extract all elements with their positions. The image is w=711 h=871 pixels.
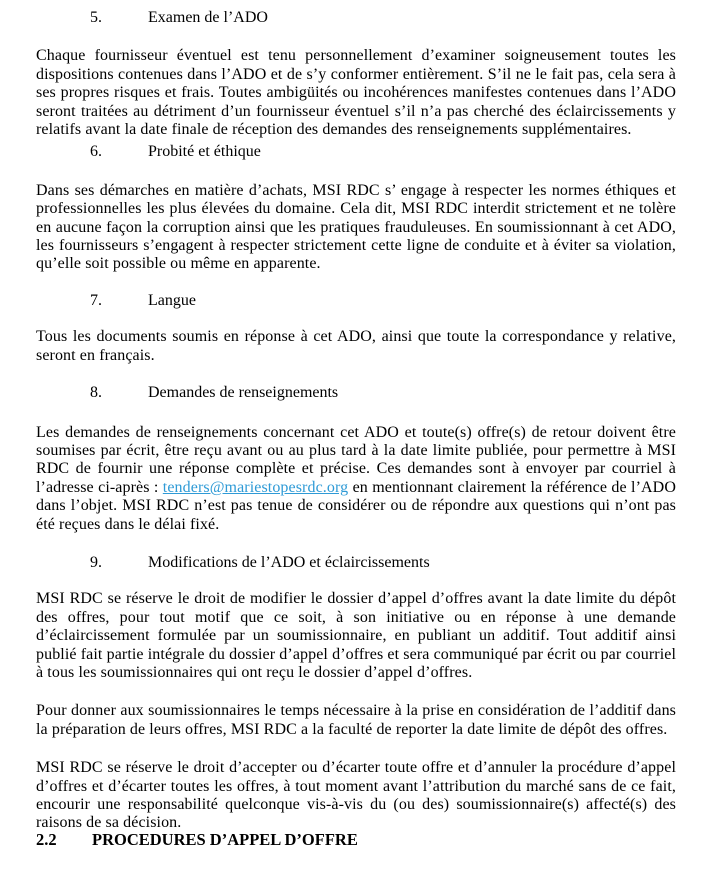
heading-number: 8.	[90, 384, 102, 402]
heading-number: 7.	[90, 291, 102, 309]
paragraph-langue: Tous les documents soumis en réponse à cet ADO, ainsi que toute la correspondance y relative, seront en français.	[36, 328, 676, 364]
section-heading-5	[90, 9, 676, 27]
paragraph-modifications: MSI RDC se réserve le droit de modifier le dossier d’appel d’offres avant la date limite du dépôt des offres, pour tout motif que ce soit, à son initiative ou en réponse à une demande d’éclaircissement formulée par un soumissionnaire, en publiant un additif. Tout additif ainsi publié fait partie intégrale du dossier d’appel d’offres et sera communiqué par écrit ou par courriel à tous les soumissionnaires qui ont reçu le dossier d’appel d’offres.	[36, 590, 676, 681]
paragraph-text-before-link: Les demandes de renseignements concernant cet ADO et toute(s) offre(s) de retour doivent être soumises par écrit, être reçu avant ou au plus tard à la date limite publiée, pour permettre à MSI RDC de fournir une réponse complète et précise. Ces demandes sont à envoyer par courriel à l’adresse ci-après :	[36, 423, 676, 496]
section-heading-2-2	[36, 831, 676, 849]
heading-number: 9.	[90, 553, 102, 571]
heading-number: 5.	[90, 9, 102, 26]
heading-number: 6.	[90, 143, 102, 161]
heading-title: Demandes de renseignements	[148, 384, 339, 402]
paragraph-text-after-link: en mentionnant clairement la référence de l’ADO dans l’objet. MSI RDC n’est pas tenue de considérer ou de répondre aux questions qui n’ont pas été reçues dans le délai fixé.	[36, 478, 676, 533]
section-heading-9	[90, 554, 676, 572]
paragraph-examen: Chaque fournisseur éventuel est tenu personnellement d’examiner soigneusement toutes les dispositions contenues dans l’ADO et de s’y conformer entièrement. S’il ne le fait pas, cela sera à ses propres risques et frais. Toutes ambigüités ou incohérences manifestes contenues dans l’ADO seront traitées au détriment d’un fournisseur éventuel s’il n’a pas cherché des éclaircissements y relatifs avant la date finale de réception des demandes des renseignements supplémentaires.	[36, 47, 676, 139]
heading-title: Modifications de l’ADO et éclaircissements	[148, 553, 430, 571]
section-heading-8	[90, 384, 676, 402]
section-heading-6	[90, 143, 676, 161]
paragraph-demandes	[36, 424, 676, 534]
paragraph-additif-delai: Pour donner aux soumissionnaires le temps nécessaire à la prise en considération de l’additif dans la préparation de leurs offres, MSI RDC a la faculté de reporter la date limite de dépôt des offres.	[36, 702, 676, 738]
paragraph-probite: Dans ses démarches en matière d’achats, MSI RDC s’ engage à respecter les normes éthiques et professionnelles les plus élevées du domaine. Cela dit, MSI RDC interdit strictement et ne tolère en aucune façon la corruption ainsi que les pratiques frauduleuses. En soumissionnant à cet ADO, les fournisseurs s’engagent à respecter strictement cette ligne de conduite et à éviter sa violation, qu’elle soit possible ou même en apparente.	[36, 181, 676, 273]
paragraph-droit-ecarter: MSI RDC se réserve le droit d’accepter ou d’écarter toute offre et d’annuler la procédure d’appel d’offres et d’écarter toutes les offres, à tout moment avant l’attribution du marché sans de ce fait, encourir une responsabilité quelconque vis-à-vis du (ou des) soumissionnaire(s) affecté(s) des raisons de sa décision.	[36, 759, 676, 832]
heading-title: PROCEDURES D’APPEL D’OFFRE	[92, 829, 358, 849]
heading-title: Examen de l’ADO	[148, 9, 268, 26]
email-link[interactable]: tenders@mariestopesrdc.org	[162, 478, 349, 496]
heading-number: 2.2	[36, 829, 57, 849]
heading-title: Langue	[148, 291, 196, 309]
section-heading-7	[90, 292, 676, 310]
heading-title: Probité et éthique	[148, 143, 261, 161]
